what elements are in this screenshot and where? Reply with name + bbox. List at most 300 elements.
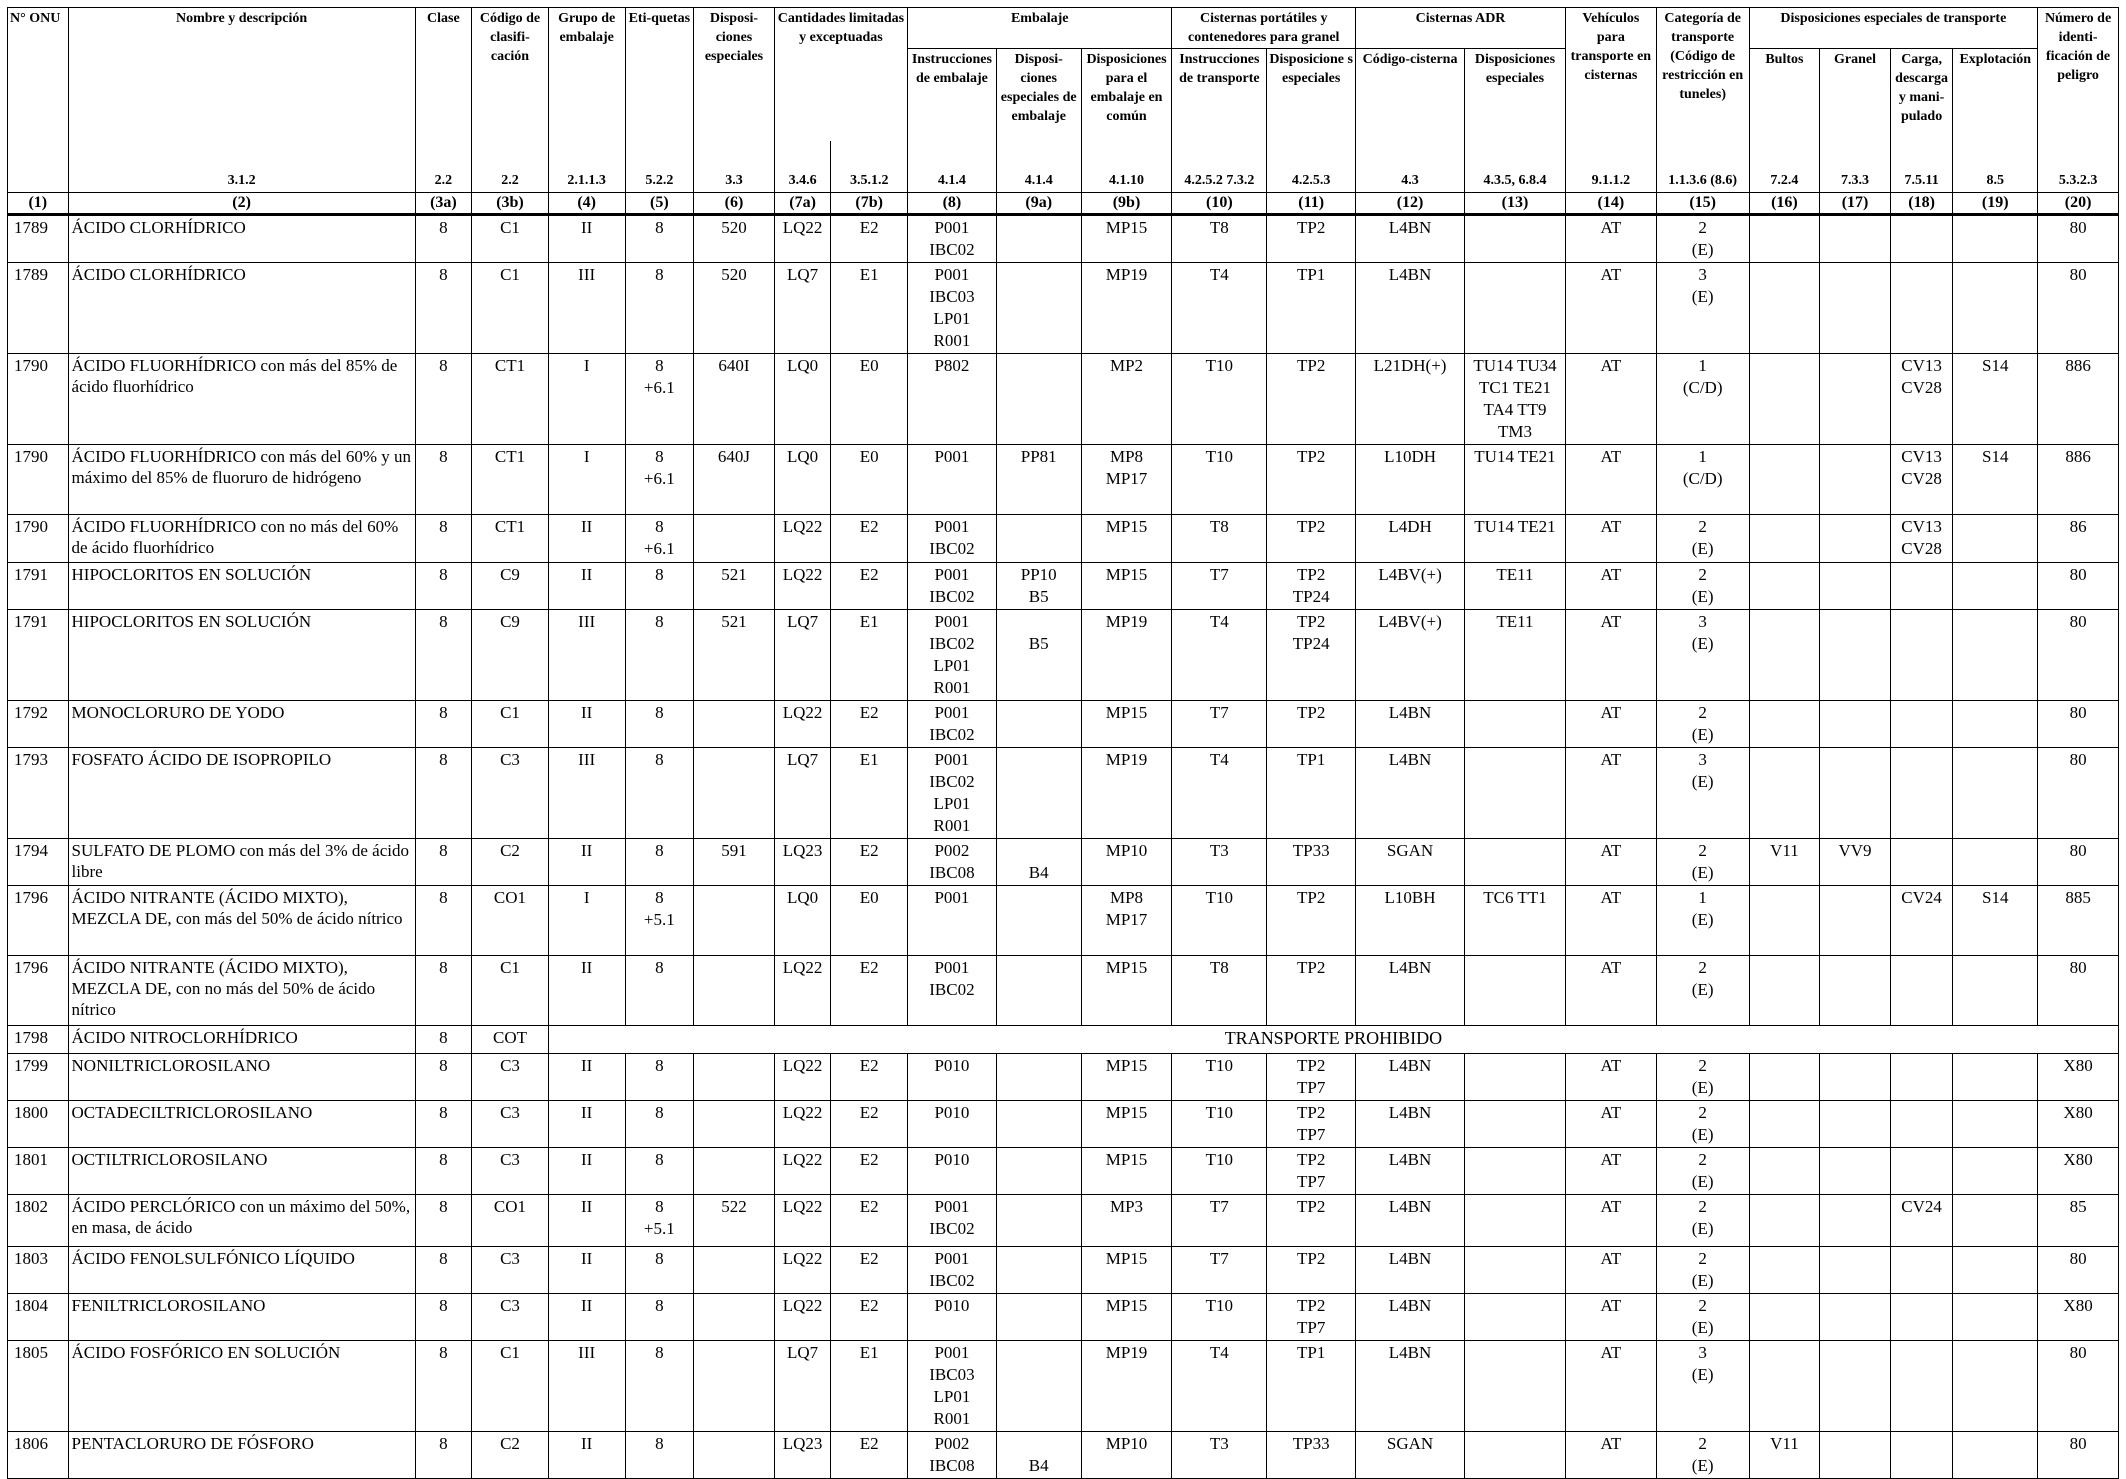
table-cell [415,1294,472,1341]
table-cell [1267,354,1356,445]
table-cell [548,701,625,748]
column-number: (18) [1890,193,1953,215]
table-cell [774,263,831,354]
cell-line [1955,1149,2035,1171]
header-hazard-id: Número de identi-ficación de peligro [2038,8,2119,141]
cell-line: L4BN [1388,1150,1432,1169]
table-cell [1749,1294,1820,1341]
table-cell [908,1247,997,1294]
cell-line: 1794 [14,841,48,860]
table-cell [1172,956,1267,1026]
cell-line: IBC02 [929,772,975,791]
cell-line: 8 [439,218,448,237]
cell-line: 86 [2069,517,2087,536]
cell-line: +6.1 [643,378,675,397]
table-cell [831,354,908,445]
cell-line: +6.1 [643,469,675,488]
cell-line [1752,1102,1818,1124]
table-cell [1953,886,2038,956]
cell-line [1467,840,1563,862]
table-cell [1465,1148,1566,1195]
table-cell [694,610,775,701]
cell-line: (E) [1691,772,1714,791]
table-cell [1953,263,2038,354]
table-cell [694,354,775,445]
cell-line [1955,702,2035,724]
cell-line: III [578,1343,596,1362]
cell-line: MP15 [1105,1150,1148,1169]
table-cell [548,610,625,701]
cell-line: LQ0 [787,447,819,466]
cell-line: LQ0 [787,888,819,907]
cell-line: AT [1600,1434,1622,1453]
cell-line: OCTILTRICLOROSILANO [71,1150,268,1169]
name-cell [68,1247,415,1294]
header-reference: 4.3 [1356,141,1465,193]
table-cell [2038,1341,2119,1432]
header-reference: 2.1.1.3 [548,141,625,193]
cell-line: C1 [500,958,520,977]
name-cell [68,1341,415,1432]
cell-line: 8 [655,356,664,375]
cell-line [696,1433,772,1455]
cell-line: MP8 [1109,447,1144,466]
header-special-provisions: Disposi-ciones especiales [694,8,775,141]
table-cell [774,1101,831,1148]
table-cell [694,263,775,354]
table-cell [694,1054,775,1101]
table-cell [415,1101,472,1148]
cell-line [1955,217,2035,239]
cell-line: II [581,1249,593,1268]
table-cell [1890,1195,1953,1247]
cell-line: AT [1600,1056,1622,1075]
table-cell [1953,515,2038,563]
table-cell [1356,956,1465,1026]
cell-line: TP2 [1296,888,1326,907]
table-cell [1749,445,1820,515]
cell-line [1467,957,1563,979]
table-cell [625,515,694,563]
cell-line [999,1102,1079,1124]
table-cell [1565,445,1656,515]
cell-line: P001 [934,612,970,631]
table-cell [1356,839,1465,886]
table-cell [1565,1432,1656,1479]
table-cell [831,748,908,839]
cell-line [1955,1295,2035,1317]
table-cell [472,1148,549,1195]
table-cell [1656,1247,1749,1294]
table-cell [1172,1247,1267,1294]
header-transport-category: Categoría de transporte (Código de restricción en tuneles) [1656,8,1749,141]
cell-line: C3 [500,1249,520,1268]
table-cell [1565,215,1656,263]
table-cell [1890,701,1953,748]
table-row [8,748,2119,839]
table-cell [1820,215,1891,263]
cell-line: X80 [2063,1150,2093,1169]
cell-line: CV28 [1901,469,1942,488]
table-cell [774,445,831,515]
cell-line: 8 [655,1103,664,1122]
cell-line: IBC03 [929,1365,975,1384]
cell-line [696,1295,772,1317]
table-cell [996,610,1081,701]
table-cell [1749,956,1820,1026]
table-cell [1749,701,1820,748]
cell-line: 1791 [14,612,48,631]
cell-line: T7 [1209,703,1229,722]
header-reference: 3.1.2 [68,141,415,193]
cell-line [696,1149,772,1171]
cell-line [1955,1102,2035,1124]
column-number: (6) [694,193,775,215]
table-cell [1565,1054,1656,1101]
column-number: (11) [1267,193,1356,215]
cell-line: 8 [655,703,664,722]
cell-line: C3 [500,1103,520,1122]
cell-line: 8 [439,841,448,860]
cell-line: (E) [1691,287,1714,306]
cell-line: B5 [1028,587,1049,606]
cell-line: I [583,888,590,907]
cell-line [1467,702,1563,724]
cell-line: 8 [655,1296,664,1315]
table-cell [1081,445,1172,515]
table-cell [774,1054,831,1101]
table-cell [472,515,549,563]
cell-line: TP33 [1292,841,1330,860]
table-row [8,610,2119,701]
cell-line: P001 [934,703,970,722]
table-cell [1465,263,1566,354]
cell-line: E0 [859,888,879,907]
cell-line: 8 [439,1343,448,1362]
column-number: (8) [908,193,997,215]
table-row [8,1026,2119,1054]
cell-line: (E) [1691,910,1714,929]
cell-line: T7 [1209,565,1229,584]
table-cell [1172,515,1267,563]
cell-line: 85 [2069,1197,2087,1216]
cell-line [1955,840,2035,862]
table-cell [625,1247,694,1294]
cell-line [1467,264,1563,286]
cell-line: MP3 [1109,1197,1144,1216]
cell-line [1467,1248,1563,1270]
cell-line: TP2 [1296,447,1326,466]
cell-line [1752,887,1818,909]
cell-line: TP24 [1292,587,1330,606]
name-cell [68,1026,415,1054]
cell-line [999,355,1079,377]
cell-line [1955,611,2035,633]
header-reference: 9.1.1.2 [1565,141,1656,193]
column-number: (4) [548,193,625,215]
cell-line: AT [1600,356,1622,375]
header-reference: 3.3 [694,141,775,193]
table-cell [831,701,908,748]
cell-line: 2 [1698,218,1707,237]
table-cell [1465,701,1566,748]
cell-line: (E) [1691,587,1714,606]
cell-line [1822,1196,1888,1218]
table-cell [1890,1101,1953,1148]
table-body [8,215,2119,1479]
header-loading: Carga, descarga y mani-pulado [1890,49,1953,141]
un-number-cell [8,1101,69,1148]
table-cell [831,1294,908,1341]
cell-line [1893,1295,1951,1317]
un-number-cell [8,215,69,263]
table-cell [1081,748,1172,839]
table-cell [1953,1432,2038,1479]
cell-line: P001 [934,750,970,769]
table-cell [1356,1054,1465,1101]
table-cell [1749,563,1820,610]
cell-line: ÁCIDO NITRANTE (ÁCIDO MIXTO), MEZCLA DE, con más del 50% de ácido nítrico [71,888,403,928]
table-cell [2038,354,2119,445]
cell-line: SULFATO DE PLOMO con más del 3% de ácido libre [71,841,409,881]
cell-line: AT [1600,1150,1622,1169]
cell-line: T10 [1205,1150,1234,1169]
cell-line: (E) [1691,1078,1714,1097]
table-cell [1356,1432,1465,1479]
table-cell [1267,1341,1356,1432]
table-cell [472,610,549,701]
table-cell [774,515,831,563]
cell-line: LQ22 [782,1150,823,1169]
cell-line: MP19 [1105,265,1148,284]
table-row [8,1101,2119,1148]
table-cell [694,701,775,748]
cell-line: E2 [859,1296,879,1315]
table-cell [908,1054,997,1101]
cell-line: LQ22 [782,218,823,237]
column-number: (1) [8,193,69,215]
cell-line [999,702,1079,724]
cell-line: T10 [1205,1056,1234,1075]
table-cell [1890,610,1953,701]
cell-line: MP15 [1105,517,1148,536]
table-cell [1356,215,1465,263]
cell-line: 8 [655,1197,664,1216]
cell-line: TP1 [1296,750,1326,769]
table-header [8,8,2119,215]
table-cell [774,748,831,839]
table-row [8,354,2119,445]
cell-line: 1796 [14,958,48,977]
cell-line: 591 [721,841,747,860]
table-cell [548,515,625,563]
cell-line: L4DH [1388,517,1432,536]
cell-line: (E) [1691,1172,1714,1191]
cell-line [1822,957,1888,979]
un-number-cell [8,1294,69,1341]
cell-line [1752,217,1818,239]
cell-line: (E) [1691,240,1714,259]
cell-line: II [581,517,593,536]
cell-line: SGAN [1386,1434,1434,1453]
cell-line: LQ22 [782,1296,823,1315]
cell-line: 1800 [14,1103,48,1122]
table-cell [1356,1148,1465,1195]
table-cell [1820,1294,1891,1341]
table-cell [1820,263,1891,354]
table-cell [996,1432,1081,1479]
cell-line [1955,1342,2035,1364]
table-cell [1820,563,1891,610]
table-cell [996,354,1081,445]
cell-line: LQ7 [787,1343,819,1362]
un-number-cell [8,1432,69,1479]
cell-line: L4BN [1388,1103,1432,1122]
cell-line: T10 [1205,356,1234,375]
table-cell [472,563,549,610]
cell-line: MP15 [1105,565,1148,584]
cell-line: 1805 [14,1343,48,1362]
table-cell [1656,1341,1749,1432]
cell-line [1955,749,2035,771]
table-row [8,1148,2119,1195]
cell-line: ÁCIDO FLUORHÍDRICO con no más del 60% de ácido fluorhídrico [71,517,399,557]
table-cell [472,215,549,263]
cell-line: T8 [1209,218,1229,237]
cell-line [999,887,1079,909]
cell-line: TP2 [1296,703,1326,722]
table-cell [472,354,549,445]
table-row [8,445,2119,515]
cell-line [1822,355,1888,377]
cell-line: E2 [859,1434,879,1453]
cell-line: S14 [1982,356,2009,375]
cell-line [999,516,1079,538]
table-cell [1890,263,1953,354]
cell-line: 1 [1698,356,1707,375]
header-tank-code: Código-cisterna [1356,49,1465,141]
cell-line [1467,1149,1563,1171]
cell-line: P001 [934,265,970,284]
cell-line: (E) [1691,1456,1714,1475]
cell-line: LP01 [933,794,971,813]
table-cell [831,610,908,701]
cell-line: AT [1600,1249,1622,1268]
table-cell [415,515,472,563]
cell-line: IBC02 [929,587,975,606]
table-cell [1656,956,1749,1026]
table-cell [415,1341,472,1432]
cell-line: +5.1 [643,1219,675,1238]
header-tank-instructions: Instrucciones de transporte [1172,49,1267,141]
cell-line: P001 [934,958,970,977]
cell-line [1893,1433,1951,1455]
table-cell [1565,1294,1656,1341]
un-number-cell [8,610,69,701]
cell-line: PP81 [1020,447,1057,466]
table-cell [1953,354,2038,445]
table-cell [1953,215,2038,263]
table-cell [472,1432,549,1479]
cell-line [1893,957,1951,979]
column-number: (3b) [472,193,549,215]
header-reference: 4.1.10 [1081,141,1172,193]
cell-line: 1802 [14,1197,48,1216]
cell-line [1467,1342,1563,1364]
table-cell [1081,1054,1172,1101]
cell-line: (E) [1691,980,1714,999]
table-cell [415,701,472,748]
table-cell [1356,445,1465,515]
table-cell [1820,354,1891,445]
name-cell [68,1294,415,1341]
table-cell [831,839,908,886]
cell-line [1822,516,1888,538]
table-cell [1565,1195,1656,1247]
table-cell [1565,1247,1656,1294]
column-number: (17) [1820,193,1891,215]
header-transport-provisions: Disposiciones especiales de transporte [1749,8,2038,49]
cell-line: NONILTRICLOROSILANO [71,1056,271,1075]
table-cell [2038,956,2119,1026]
cell-line: TP2 [1296,958,1326,977]
table-cell [1953,1341,2038,1432]
cell-line: IBC02 [929,1271,975,1290]
table-cell [694,1247,775,1294]
cell-line: L4BV(+) [1378,565,1442,584]
cell-line: ÁCIDO NITROCLORHÍDRICO [71,1028,298,1047]
table-cell [625,1148,694,1195]
cell-line: V11 [1770,841,1799,860]
cell-line: LQ22 [782,1056,823,1075]
cell-line: CT1 [494,517,526,536]
cell-line: (C/D) [1682,378,1723,397]
cell-line: LQ7 [787,750,819,769]
table-cell [1953,610,2038,701]
cell-line: 80 [2069,841,2087,860]
cell-line [1752,749,1818,771]
cell-line: II [581,958,593,977]
table-cell [1656,354,1749,445]
table-cell [1890,1247,1953,1294]
cell-line [999,1149,1079,1171]
table-cell [625,354,694,445]
table-cell [996,1195,1081,1247]
cell-line: AT [1600,1197,1622,1216]
table-cell [774,610,831,701]
cell-line: 2 [1698,703,1707,722]
cell-line: ÁCIDO FOSFÓRICO EN SOLUCIÓN [71,1343,341,1362]
name-cell [68,1195,415,1247]
cell-line: (E) [1691,1125,1714,1144]
cell-line: I [583,447,590,466]
table-row [8,701,2119,748]
table-cell [1465,956,1566,1026]
name-cell [68,886,415,956]
cell-line: IBC02 [929,1219,975,1238]
table-row [8,956,2119,1026]
table-cell [625,445,694,515]
table-cell [2038,839,2119,886]
cell-line: T4 [1209,265,1229,284]
table-cell [625,1054,694,1101]
cell-line: TC1 TE21 [1479,378,1551,397]
cell-line: MP2 [1109,356,1144,375]
cell-line: MP19 [1105,1343,1148,1362]
cell-line: 8 [439,565,448,584]
cell-line: E2 [859,1056,879,1075]
name-cell [68,610,415,701]
